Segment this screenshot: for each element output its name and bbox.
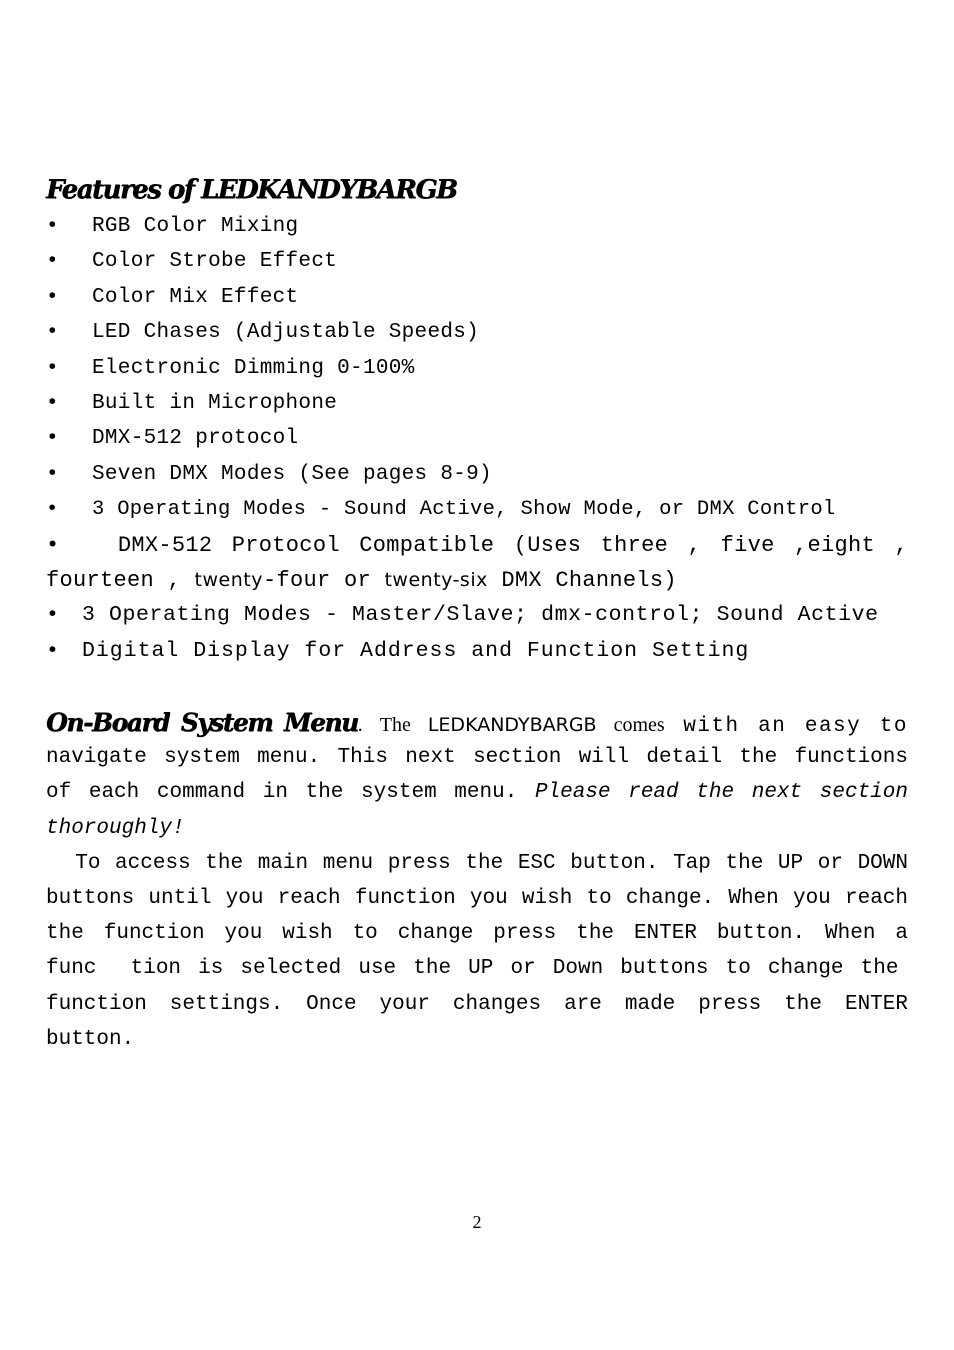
- intro-text: of each command in the system menu.: [46, 781, 535, 805]
- list-item: [46, 457, 908, 492]
- list-item: [46, 209, 908, 244]
- feature-text: Color Strobe Effect: [92, 250, 338, 274]
- list-item: [46, 351, 908, 386]
- heading-period: .: [357, 714, 363, 736]
- features-heading: Features of LEDKANDYBARGB: [46, 175, 457, 205]
- list-item: [46, 244, 908, 279]
- intro-text: with an easy to: [664, 715, 908, 738]
- bullet: •: [46, 391, 59, 415]
- protocol-line-1: [46, 528, 908, 563]
- bullet: •: [46, 250, 59, 274]
- list-item-protocol: [46, 528, 908, 599]
- protocol-text: -four or: [262, 567, 385, 593]
- bullet: •: [46, 638, 60, 663]
- bullet: •: [46, 462, 59, 486]
- feature-text: Color Mix Effect: [92, 285, 299, 309]
- intro-the: The: [379, 714, 411, 736]
- bullet: •: [46, 356, 59, 380]
- bullet: •: [46, 321, 59, 345]
- intro-italic: Please read the next section: [534, 781, 908, 805]
- product-name: LEDKANDYBARGB: [427, 714, 597, 736]
- feature-text: Built in Microphone: [92, 391, 338, 415]
- feature-text: RGB Color Mixing: [92, 215, 299, 238]
- menu-intro-line-3: [46, 775, 908, 810]
- list-item: [46, 634, 908, 669]
- feature-text: 3 Operating Modes - Sound Active, Show Mode, or DMX Control: [92, 498, 836, 522]
- list-item: [46, 492, 908, 527]
- protocol-text: fourteen ,: [46, 567, 195, 593]
- feature-text: Digital Display for Address and Function Setting: [82, 638, 750, 663]
- menu-access-line: func tion is selected use the UP or Down buttons to change the: [46, 957, 899, 981]
- intro-comes: comes: [613, 714, 665, 736]
- bullet: •: [46, 285, 59, 309]
- page-number: 2: [472, 1212, 482, 1232]
- bullet: •: [46, 532, 60, 558]
- menu-intro-paragraph: [46, 705, 908, 846]
- protocol-text: DMX Channels): [487, 567, 677, 593]
- menu-intro-line-2: navigate system menu. This next section will detail the functions: [46, 746, 908, 770]
- protocol-text: DMX-512 Protocol Compatible (Uses three , five ,eight ,: [117, 532, 908, 558]
- menu-intro-line-4: thoroughly!: [46, 816, 185, 840]
- bullet: •: [46, 498, 59, 522]
- protocol-text-sans: twenty: [194, 568, 263, 591]
- bullet: •: [46, 427, 59, 451]
- protocol-text-sans: twenty-six: [384, 568, 488, 591]
- menu-access-line: the function you wish to change press the ENTER button. When a: [46, 922, 908, 946]
- menu-access-line: buttons until you reach function you wish to change. When you reach: [46, 886, 908, 910]
- list-item: [46, 280, 908, 315]
- system-menu-section: [46, 705, 908, 1057]
- feature-text: DMX-512 protocol: [92, 427, 299, 451]
- list-item: [46, 315, 908, 350]
- bullet: •: [46, 603, 60, 628]
- menu-access-line: button.: [46, 1027, 135, 1051]
- feature-text: LED Chases (Adjustable Speeds): [92, 321, 480, 345]
- protocol-line-2: [46, 563, 908, 598]
- feature-list: [46, 209, 908, 669]
- menu-access-line: To access the main menu press the ESC button. Tap the UP or DOWN: [46, 851, 908, 875]
- menu-heading: On-Board System Menu: [46, 708, 358, 737]
- list-item: [46, 386, 908, 421]
- menu-access-line: function settings. Once your changes are made press the ENTER: [46, 992, 908, 1016]
- bullet: •: [46, 215, 59, 238]
- feature-text: 3 Operating Modes - Master/Slave; dmx-control; Sound Active: [82, 603, 879, 628]
- menu-intro-line-1: [46, 705, 908, 740]
- menu-access-paragraph: [46, 846, 908, 1057]
- feature-text: Seven DMX Modes (See pages 8-9): [92, 462, 492, 486]
- list-item: [46, 421, 908, 456]
- feature-text: Electronic Dimming 0-100%: [92, 356, 415, 380]
- list-item: [46, 598, 908, 633]
